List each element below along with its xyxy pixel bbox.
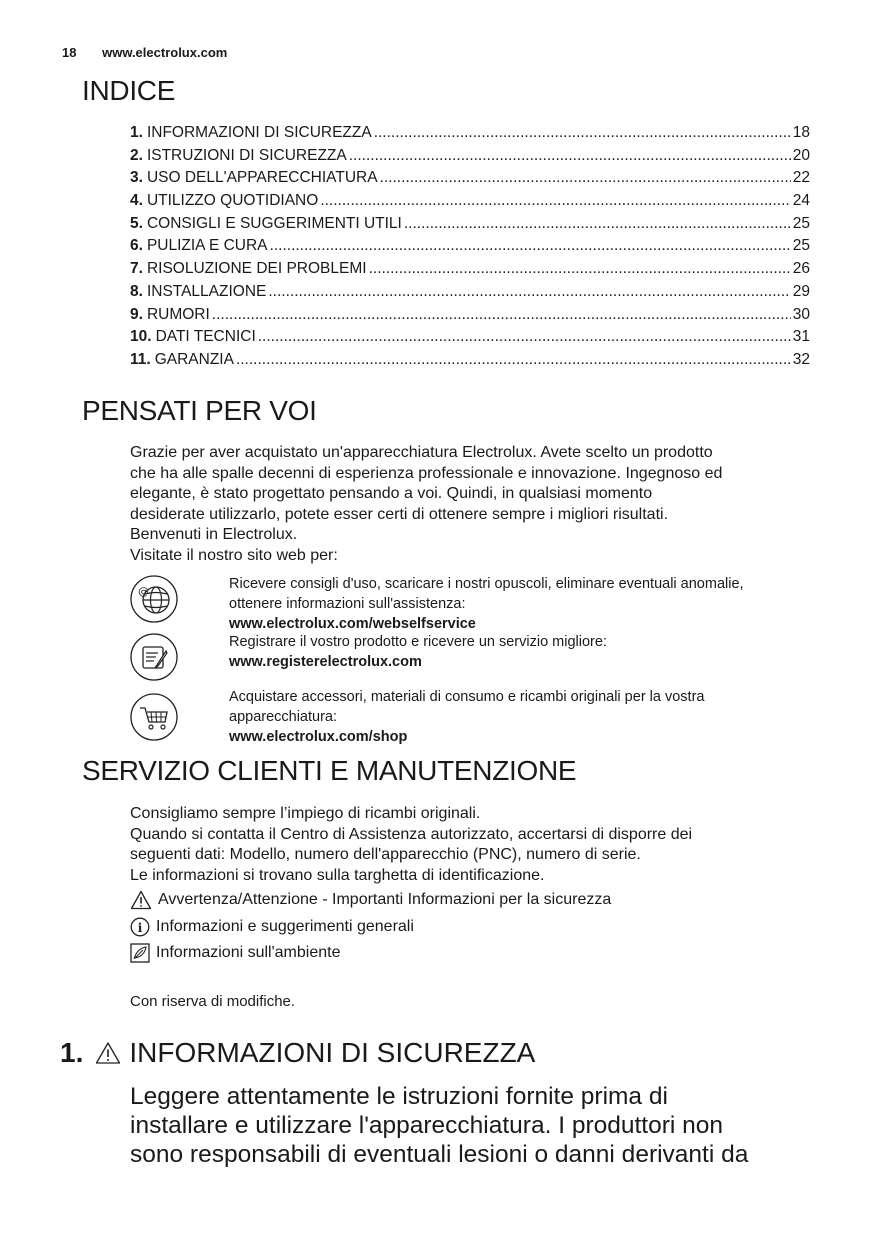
toc-num: 5.	[130, 214, 143, 232]
legend-text: Avvertenza/Attenzione - Importanti Informazioni per la sicurezza	[158, 891, 612, 908]
toc-item[interactable]	[130, 306, 810, 329]
toc-label: PULIZIA E CURA	[146, 237, 268, 255]
pensati-title: PENSATI PER VOI	[82, 395, 317, 426]
paragraph-line: Consigliamo sempre l’impiego di ricambi originali.	[130, 805, 481, 822]
toc-page: 25	[792, 237, 810, 255]
page-header	[62, 45, 227, 60]
item-text: Ricevere consigli d'uso, scaricare i nostri opuscoli, eliminare eventuali anomalie,	[229, 576, 744, 592]
section-title: INFORMAZIONI DI SICUREZZA	[129, 1037, 536, 1068]
toc-page: 26	[792, 260, 810, 278]
toc-item[interactable]	[130, 351, 810, 374]
toc-page: 24	[792, 192, 810, 210]
warning-icon	[95, 1041, 121, 1065]
toc-leader	[404, 215, 791, 233]
toc-label: UTILIZZO QUOTIDIANO	[146, 192, 319, 210]
toc-page: 22	[792, 169, 810, 187]
toc-label: INFORMAZIONI DI SICUREZZA	[146, 124, 372, 141]
toc-leader	[212, 306, 791, 324]
toc-leader	[258, 328, 791, 346]
paragraph-line: seguenti dati: Modello, numero dell'apparecchio (PNC), numero di serie.	[130, 846, 641, 863]
legend-warning	[130, 890, 611, 910]
paragraph-line: Visitate il nostro sito web per:	[130, 546, 338, 564]
toc-num: 3.	[130, 169, 143, 187]
toc-item[interactable]	[130, 283, 810, 306]
toc-page: 29	[792, 282, 810, 300]
toc-num: 1.	[130, 124, 143, 141]
disclaimer	[130, 992, 820, 1013]
toc-page: 32	[792, 350, 810, 368]
toc-item[interactable]	[130, 260, 810, 283]
shopping-cart-icon	[130, 693, 178, 741]
toc-page: 18	[792, 124, 810, 141]
paragraph-line: elegante, è stato progettato pensando a voi. Quindi, in qualsiasi momento	[130, 485, 653, 502]
item-text: Registrare il vostro prodotto e ricevere un servizio migliore:	[229, 634, 607, 650]
item-text: Acquistare accessori, materiali di consumo e ricambi originali per la vostra	[229, 689, 705, 705]
toc-label: USO DELL'APPARECCHIATURA	[146, 169, 378, 187]
toc-leader	[320, 192, 790, 210]
webselfservice-link[interactable]: www.electrolux.com/webselfservice	[229, 616, 476, 632]
toc-label: RISOLUZIONE DEI PROBLEMI	[146, 260, 367, 278]
pensati-intro	[130, 443, 820, 566]
section-1-heading	[60, 1037, 535, 1069]
item-text: ottenere informazioni sull'assistenza:	[229, 596, 466, 612]
toc-label: CONSIGLI E SUGGERIMENTI UTILI	[146, 214, 402, 232]
section-number: 1.	[60, 1037, 84, 1068]
toc-leader	[380, 169, 791, 187]
legend-text: Informazioni sull'ambiente	[156, 944, 341, 961]
toc-label: RUMORI	[146, 305, 210, 323]
toc-item[interactable]	[130, 169, 810, 192]
toc-leader	[369, 260, 791, 278]
toc-leader	[268, 283, 790, 301]
paragraph-line: che ha alle spalle decenni di esperienza professionale e innovazione. Ingegnoso ed	[130, 464, 723, 482]
register-link[interactable]: www.registerelectrolux.com	[229, 654, 422, 670]
toc-page: 30	[792, 305, 810, 323]
warning-icon	[130, 890, 152, 910]
svg-text:@: @	[138, 585, 149, 598]
toc-num: 10.	[130, 328, 152, 346]
page-number: 18	[62, 45, 77, 60]
toc-leader	[236, 351, 791, 369]
toc-num: 8.	[130, 282, 143, 300]
toc-label: DATI TECNICI	[155, 328, 256, 346]
item-text: apparecchiatura:	[229, 709, 338, 725]
toc-item[interactable]	[130, 215, 810, 238]
svg-text:i: i	[137, 921, 143, 935]
toc-page: 31	[792, 328, 810, 346]
toc-page: 20	[792, 146, 810, 164]
info-icon	[130, 917, 150, 937]
servizio-intro	[130, 804, 820, 886]
paragraph-line: Le informazioni si trovano sulla targhetta di identificazione.	[130, 866, 545, 884]
legend-info	[130, 917, 414, 937]
toc-leader	[349, 147, 791, 165]
paragraph-line: sono responsabili di eventuali lesioni o danni derivanti da	[130, 1141, 749, 1168]
toc-num: 2.	[130, 146, 143, 164]
paragraph-line: Leggere attentamente le istruzioni fornite prima di	[130, 1083, 668, 1110]
toc-item[interactable]	[130, 147, 810, 170]
toc-item[interactable]	[130, 124, 810, 147]
paragraph-line: Benvenuti in Electrolux.	[130, 526, 298, 543]
shop-link[interactable]: www.electrolux.com/shop	[229, 729, 408, 745]
toc-page: 25	[792, 214, 810, 232]
toc-item[interactable]	[130, 192, 810, 215]
globe-icon	[130, 575, 178, 623]
legend-text: Informazioni e suggerimenti generali	[156, 918, 414, 935]
paragraph-line: Grazie per aver acquistato un'apparecchiatura Electrolux. Avete scelto un prodotto	[130, 444, 713, 461]
paragraph-line: Quando si contatta il Centro di Assistenza autorizzato, accertarsi di disporre dei	[130, 825, 693, 843]
legend-environment	[130, 943, 340, 963]
indice-title: INDICE	[82, 75, 176, 106]
servizio-title: SERVIZIO CLIENTI E MANUTENZIONE	[82, 755, 577, 786]
toc-label: ISTRUZIONI DI SICUREZZA	[146, 146, 347, 164]
paragraph-line: installare e utilizzare l'apparecchiatura. I produttori non	[130, 1112, 724, 1139]
toc-num: 6.	[130, 237, 143, 255]
toc-label: INSTALLAZIONE	[146, 282, 267, 300]
register-icon	[130, 633, 178, 681]
toc-num: 11.	[130, 350, 151, 368]
toc-num: 9.	[130, 305, 143, 323]
site-link[interactable]: www.electrolux.com	[102, 45, 228, 60]
table-of-contents	[130, 124, 810, 374]
paragraph-line: desiderate utilizzarlo, potete esser certi di ottenere sempre i migliori risultati.	[130, 505, 669, 523]
environment-icon	[130, 943, 150, 963]
toc-leader	[374, 124, 791, 142]
toc-item[interactable]	[130, 328, 810, 351]
toc-leader	[270, 237, 791, 255]
toc-label: GARANZIA	[154, 350, 234, 368]
toc-num: 4.	[130, 192, 143, 210]
disclaimer-text: Con riserva di modifiche.	[130, 993, 296, 1010]
section-1-text	[130, 1082, 830, 1169]
toc-num: 7.	[130, 260, 143, 278]
toc-item[interactable]	[130, 237, 810, 260]
